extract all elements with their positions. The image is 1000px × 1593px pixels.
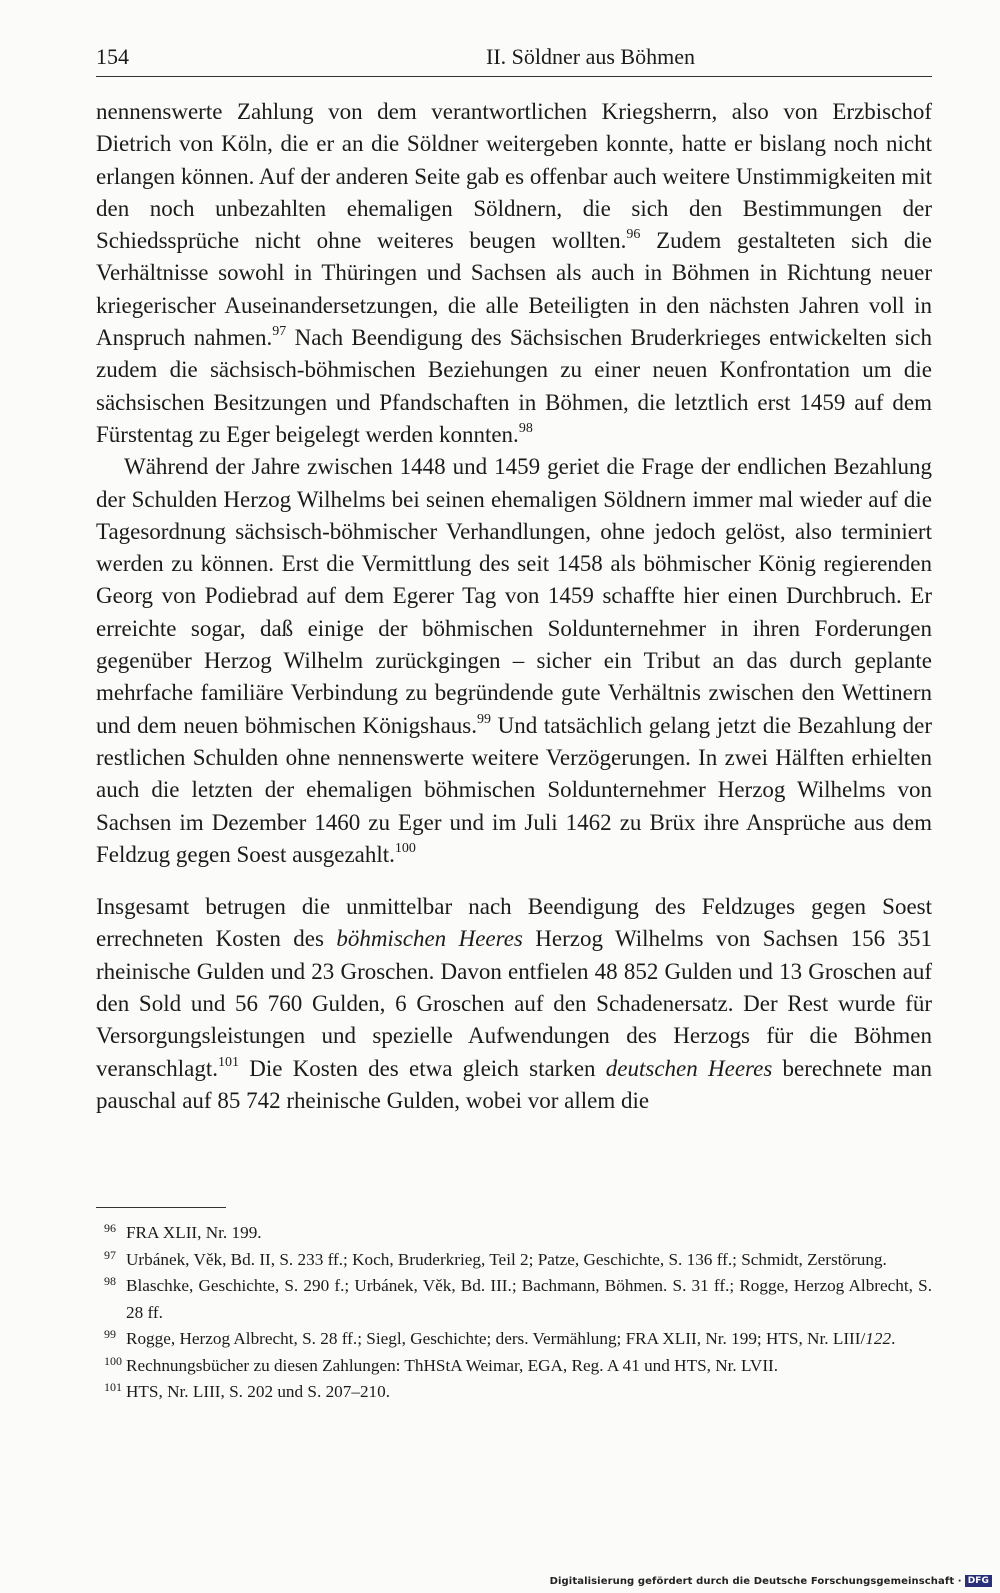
footnote-ref-99[interactable]: 99 (477, 711, 491, 727)
footnote-separator (96, 1207, 226, 1208)
footnote-number: 98 (104, 1274, 116, 1288)
italic-term: deutschen Heeres (605, 1055, 773, 1081)
text-run: Während der Jahre zwischen 1448 und 1459 geriet die Frage der endlichen Bezahlung der Schulden Herzog Wilhelms bei seinen ehemaligen Söldnern immer mal wieder auf die Tagesordnung sächsisch-böhmischer Verhandlungen, ohne jedoch gelöst, also terminiert werden zu können. Erst die Vermittlung des seit 1458 als böhmischer König regierenden Georg von Podiebrad auf dem Egerer Tag von 1459 schaffte hier einen Durchbruch. Er erreichte sogar, daß einige der böhmischen Soldunternehmer in ihren Forderungen gegenüber Herzog Wilhelm zurückgingen – sicher ein Tribut an das durch geplante mehrfache familiäre Verbindung zu begründende gute Verhältnis zwischen den Wettinern und dem neuen böhmischen Königshaus. (96, 454, 932, 738)
text-run: Die Kosten des etwa gleich starken (238, 1055, 606, 1081)
italic-term: 122 (865, 1329, 892, 1348)
footnote-number: 96 (104, 1221, 116, 1235)
text-run: Herzog Wilhelms von Sachsen 156 351 rheinische Gulden und 23 Groschen. Davon entfielen 48 852 Gulden und 13 Groschen auf den Sold und 56 760 Gulden, 6 Groschen auf den Schadenersatz. Der Rest wurde für Versorgungsleistungen und spezielle Aufwendungen des Herzogs für die Böhmen veranschlagt. (96, 926, 932, 1081)
paragraph-1 (96, 96, 932, 451)
text-run: Rogge, Herzog Albrecht, S. 28 ff.; Siegl, Geschichte; ders. Vermählung; FRA XLII, Nr. 199; HTS, Nr. LIII/ (126, 1329, 866, 1348)
footnote-99 (96, 1326, 932, 1353)
text-run: nennenswerte Zahlung von dem verantwortlichen Kriegsherrn, also von Erzbischof Dietrich von Köln, die er an die Söldner weitergeben konnte, hatte er bislang noch nicht erlangen können. Auf der anderen Seite gab es offenbar auch weitere Unstimmigkeiten mit den noch unbezahlten ehemaligen Söldnern, die sich den Bestimmungen der Schiedssprüche nicht ohne weiteres beugen wollten. (96, 99, 932, 254)
digitization-credit (550, 1575, 992, 1587)
text-run: Insgesamt betrugen die unmittelbar nach Beendigung des Feldzuges gegen Soest errechneten Kosten des (96, 894, 932, 952)
paragraph-3 (96, 891, 932, 1117)
footnote-text: Rechnungsbücher zu diesen Zahlungen: ThHStA Weimar, EGA, Reg. A 41 und HTS, Nr. LVII. (126, 1355, 779, 1375)
footnote-98 (96, 1273, 932, 1326)
footnote-96 (96, 1220, 932, 1247)
footnote-text: Blaschke, Geschichte, S. 290 f.; Urbánek, Věk, Bd. III.; Bachmann, Böhmen. S. 31 ff.; Rogge, Herzog Albrecht, S. 28 ff. (126, 1276, 932, 1322)
footnote-ref-96[interactable]: 96 (626, 227, 641, 243)
footnote-ref-101[interactable]: 101 (217, 1054, 239, 1070)
text-run: Zudem gestalteten sich die Verhältnisse sowohl in Thüringen und Sachsen als auch in Böhmen in Richtung neuer kriegerischer Auseinandersetzungen, die alle Beteiligten in den nächsten Jahren voll in Anspruch nahmen. (96, 228, 932, 351)
footnote-ref-98[interactable]: 98 (518, 420, 533, 436)
footnote-ref-97[interactable]: 97 (272, 324, 287, 340)
footnote-ref-100[interactable]: 100 (394, 840, 416, 856)
footnote-text: HTS, Nr. LIII, S. 202 und S. 207–210. (126, 1382, 391, 1401)
text-run: Und tatsächlich gelang jetzt die Bezahlung der restlichen Schulden ohne nennenswerte weitere Verzögerungen. In zwei Hälften erhielten auch die letzten der ehemaligen böhmischen Soldunternehmer Herzog Wilhelms von Sachsen im Dezember 1460 zu Eger und im Juli 1462 zu Brüx ihre Ansprüche aus dem Feldzug gegen Soest ausgezahlt. (96, 712, 932, 867)
text-run: . (891, 1329, 896, 1348)
footnote-number: 101 (104, 1380, 122, 1394)
page-number: 154 (96, 44, 129, 69)
footnote-number: 99 (104, 1327, 116, 1341)
text-run: Nach Beendigung des Sächsischen Bruderkrieges entwickelten sich zudem die sächsisch-böhmischen Beziehungen zu einer neuen Konfrontation um die sächsischen Besitzungen und Pfandschaften in Böhmen, die letztlich erst 1459 auf dem Fürstentag zu Eger beigelegt werden konnten. (96, 325, 932, 447)
footnote-100 (96, 1353, 932, 1380)
text-run: berechnete man pauschal auf 85 742 rheinische Gulden, wobei vor allem die (96, 1055, 932, 1113)
footnote-101 (96, 1379, 932, 1406)
footnote-number: 97 (104, 1247, 116, 1262)
footnote-text (126, 1326, 932, 1353)
footnote-text: FRA XLII, Nr. 199. (126, 1223, 262, 1242)
dfg-logo: DFG (965, 1575, 992, 1587)
running-head-title: II. Söldner aus Böhmen (486, 44, 695, 69)
footnote-97 (96, 1247, 932, 1274)
footnote-number: 100 (104, 1353, 122, 1368)
main-text (96, 96, 932, 1117)
italic-term: böhmischen Heeres (336, 926, 523, 952)
running-header (96, 42, 932, 77)
paragraph-2 (96, 451, 932, 871)
footnote-text: Urbánek, Věk, Bd. II, S. 233 ff.; Koch, Bruderkrieg, Teil 2; Patze, Geschichte, S. 136 ff.; Schmidt, Zerstörung. (126, 1249, 887, 1269)
credit-text: Digitalisierung gefördert durch die Deutsche Forschungsgemeinschaft · (549, 1576, 962, 1587)
footnotes (96, 1220, 932, 1406)
